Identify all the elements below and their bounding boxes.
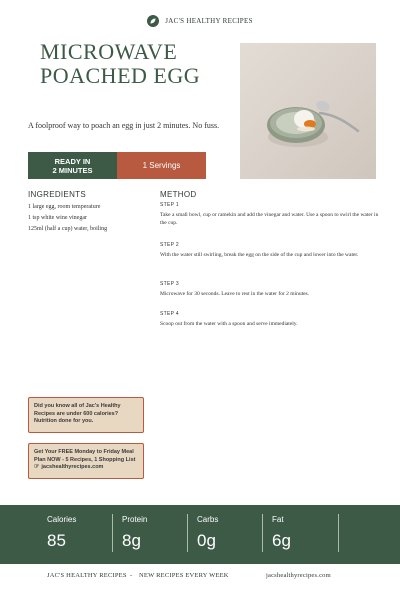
- title-line-1: MICROWAVE: [40, 39, 178, 64]
- brand-header: [0, 15, 400, 27]
- meal-plan-promo-callout[interactable]: [28, 443, 144, 479]
- hero-image-poached-egg: [240, 43, 376, 179]
- nutrition-label: Fat: [272, 515, 284, 524]
- method-steps: [160, 202, 380, 328]
- servings-badge: 1 Servings: [117, 152, 206, 179]
- footer-website-link[interactable]: jacshealthyrecipes.com: [266, 572, 331, 579]
- brand-name: JAC'S HEALTHY RECIPES: [165, 17, 253, 25]
- promo-link[interactable]: jacshealthyrecipes.com: [41, 464, 104, 470]
- nutrition-divider: [262, 514, 263, 552]
- step-label: STEP 2: [160, 242, 179, 248]
- nutrition-label: Carbs: [197, 515, 219, 524]
- method-step: [160, 281, 380, 311]
- calories-note-callout: Did you know all of Jac's Healthy Recipes are under 600 calories? Nutrition done for you.: [28, 397, 144, 433]
- nutrition-value: 8g: [122, 531, 141, 550]
- method-step: [160, 202, 380, 242]
- ready-time-badge: [28, 152, 117, 179]
- promo-text: Get Your FREE Monday to Friday Meal Plan NOW - 5 Recipes, 1 Shopping List: [34, 449, 136, 463]
- nutrition-divider: [187, 514, 188, 552]
- ingredient-item: 1 tsp white wine vinegar: [28, 215, 87, 221]
- title-line-2: POACHED EGG: [40, 63, 201, 88]
- method-step: [160, 311, 380, 328]
- nutrition-value: 6g: [272, 531, 291, 550]
- ingredients-heading: INGREDIENTS: [28, 190, 86, 199]
- step-label: STEP 4: [160, 311, 179, 317]
- ready-time: 2 MINUTES: [52, 165, 93, 175]
- nutrition-value: 0g: [197, 531, 216, 550]
- step-text: With the water still swirling, break the egg on the side of the cup and lower into the water.: [160, 252, 359, 258]
- ready-label: READY IN: [54, 156, 91, 166]
- nutrition-protein: [122, 515, 147, 551]
- nutrition-label: Calories: [47, 515, 77, 524]
- ingredient-item: 1 large egg, room temperature: [28, 204, 101, 210]
- pointer-hand-icon: ☞: [34, 464, 40, 471]
- step-label: STEP 1: [160, 202, 179, 208]
- nutrition-fat: [272, 515, 291, 551]
- nutrition-bar: [0, 505, 400, 564]
- method-step: [160, 242, 380, 281]
- ingredients-list: [28, 202, 107, 235]
- nutrition-label: Protein: [122, 515, 148, 524]
- recipe-title: [40, 40, 230, 88]
- nutrition-calories: [47, 515, 76, 551]
- step-text: Scoop out from the water with a spoon and serve immediately.: [160, 321, 298, 327]
- footer-separator: -: [130, 572, 133, 579]
- step-text: Microwave for 30 seconds. Leave to rest in the water for 2 minutes.: [160, 291, 310, 297]
- recipe-intro: A foolproof way to poach an egg in just 2 minutes. No fuss.: [28, 121, 220, 130]
- footer-brand: JAC'S HEALTHY RECIPES: [47, 572, 127, 579]
- step-text: Take a small bowl, cup or ramekin and add the vinegar and water. Use a spoon to swirl the water in the cup.: [160, 212, 379, 226]
- method-heading: METHOD: [160, 190, 197, 199]
- footer-tagline: NEW RECIPES EVERY WEEK: [139, 572, 229, 579]
- nutrition-value: 85: [47, 531, 66, 550]
- ingredient-item: 125ml (half a cup) water, boiling: [28, 226, 108, 232]
- nutrition-carbs: [197, 515, 218, 551]
- leaf-logo-icon: [147, 15, 159, 27]
- nutrition-divider: [338, 514, 339, 552]
- step-label: STEP 3: [160, 281, 179, 287]
- nutrition-divider: [112, 514, 113, 552]
